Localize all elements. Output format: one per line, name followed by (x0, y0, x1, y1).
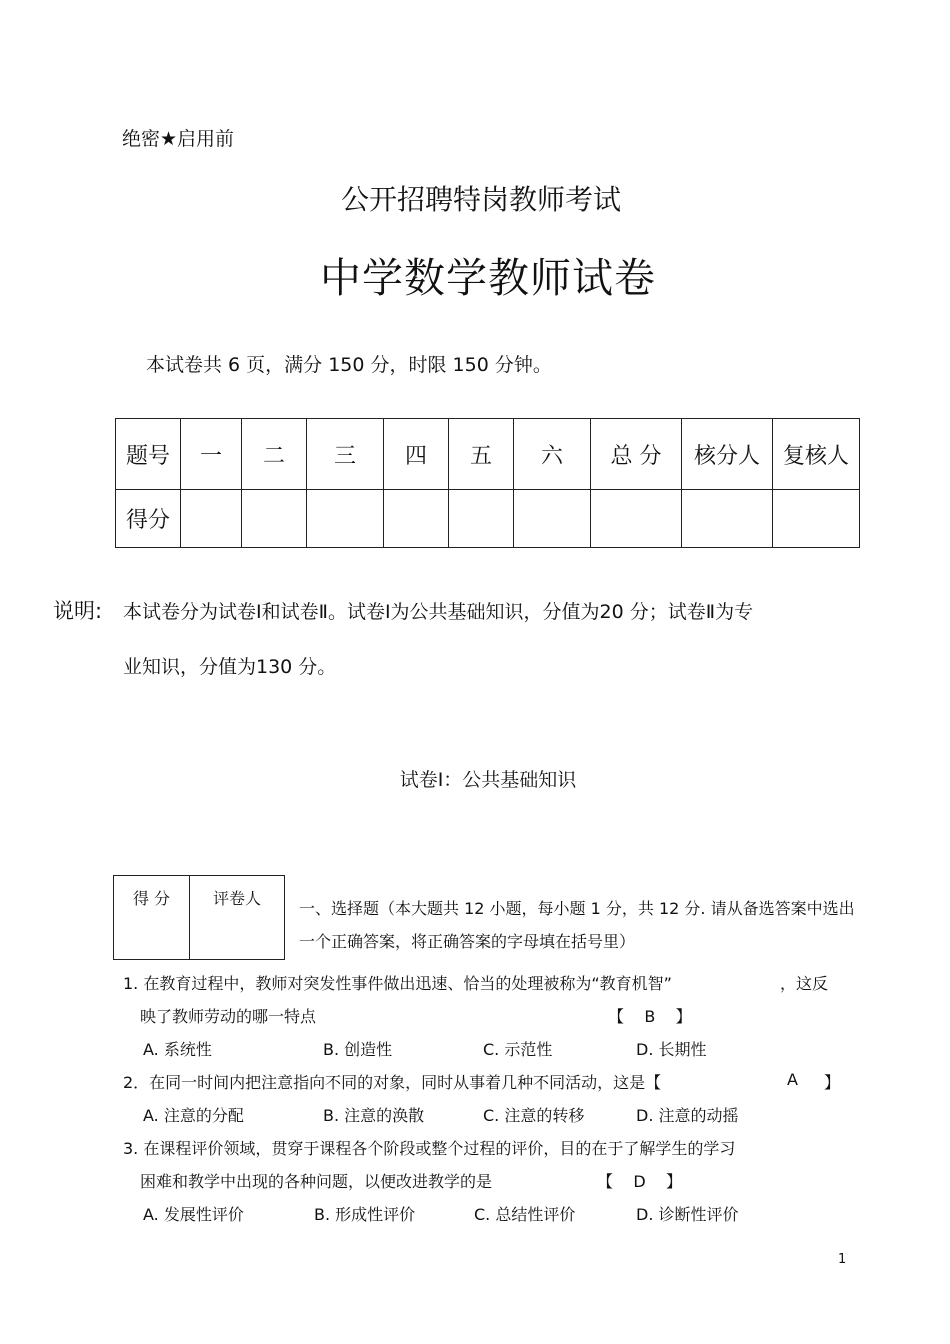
question-1-option-c: C. 示范性 (483, 1040, 553, 1059)
score-cell[interactable] (591, 490, 682, 548)
question-3-option-d: D. 诊断性评价 (636, 1205, 739, 1224)
score-table-score-row (116, 490, 860, 548)
exam-subtitle: 公开招聘特岗教师考试 (340, 183, 621, 216)
grader-name-label: 评卷人 (190, 876, 285, 960)
question-3-line-2: 困难和教学中出现的各种问题，以便改进教学的是 (140, 1172, 493, 1191)
score-cell[interactable] (384, 490, 449, 548)
note-text-line-1: 本试卷分为试卷Ⅰ和试卷Ⅱ。试卷Ⅰ为公共基础知识，分值为20 分；试卷Ⅱ为专 (123, 601, 754, 623)
score-cell[interactable] (449, 490, 514, 548)
score-header-cell: 四 (384, 419, 449, 490)
score-cell[interactable] (242, 490, 307, 548)
exam-info: 本试卷共 6 页，满分 150 分，时限 150 分钟。 (146, 354, 552, 376)
score-cell[interactable] (773, 490, 860, 548)
section-instructions-line-1: 一、选择题（本大题共 12 小题，每小题 1 分，共 12 分. 请从备选答案中选出 (299, 899, 855, 918)
question-1-line-1: 1. 在教育过程中，教师对突发性事件做出迅速、恰当的处理被称为“教育机智” (123, 974, 672, 993)
question-2-option-c: C. 注意的转移 (483, 1106, 585, 1125)
grader-score-label: 得 分 (114, 876, 190, 960)
question-3-line-1: 3. 在课程评价领域，贯穿于课程各个阶段或整个过程的评价，目的在于了解学生的学习 (123, 1139, 736, 1158)
question-3-answer: 【 D 】 (597, 1172, 683, 1191)
part-heading: 试卷Ⅰ：公共基础知识 (399, 769, 577, 791)
question-2-answer-close: 】 (824, 1073, 841, 1092)
question-3-option-c: C. 总结性评价 (474, 1205, 576, 1224)
question-2-option-a: A. 注意的分配 (143, 1106, 244, 1125)
score-cell[interactable] (682, 490, 773, 548)
question-1-option-a: A. 系统性 (143, 1040, 212, 1059)
confidential-mark: 绝密★启用前 (122, 128, 235, 150)
question-3-option-a: A. 发展性评价 (143, 1205, 244, 1224)
score-table-header-row (116, 419, 860, 490)
question-1-option-d: D. 长期性 (636, 1040, 707, 1059)
score-header-cell: 六 (514, 419, 591, 490)
question-2-option-b: B. 注意的涣散 (323, 1106, 425, 1125)
score-cell[interactable] (514, 490, 591, 548)
question-2-line-1: 2．在同一时间内把注意指向不同的对象，同时从事着几种不同活动，这是【 (123, 1073, 662, 1092)
score-header-cell: 五 (449, 419, 514, 490)
question-1-answer: 【 B 】 (608, 1007, 692, 1026)
question-3-option-b: B. 形成性评价 (314, 1205, 416, 1224)
question-2-answer: A (787, 1070, 798, 1089)
score-row-label: 得分 (116, 490, 181, 548)
score-cell[interactable] (181, 490, 242, 548)
page-title: 中学数学教师试卷 (320, 254, 656, 302)
question-1-option-b: B. 创造性 (323, 1040, 393, 1059)
section-instructions-line-2: 一个正确答案，将正确答案的字母填在括号里） (299, 932, 636, 951)
score-header-cell: 三 (307, 419, 384, 490)
grader-box (113, 875, 285, 960)
score-header-cell: 题号 (116, 419, 181, 490)
note-label: 说明: (53, 599, 103, 623)
score-header-cell: 核分人 (682, 419, 773, 490)
score-header-cell: 二 (242, 419, 307, 490)
question-1-line-2: 映了教师劳动的哪一特点 (140, 1007, 317, 1026)
score-header-cell: 复核人 (773, 419, 860, 490)
score-table (115, 418, 860, 548)
page-number: 1 (838, 1252, 847, 1267)
score-cell[interactable] (307, 490, 384, 548)
note-text-line-2: 业知识，分值为130 分。 (123, 656, 337, 678)
question-1-line-1-end: ，这反 (780, 974, 829, 993)
score-header-cell: 总 分 (591, 419, 682, 490)
question-2-option-d: D. 注意的动摇 (636, 1106, 739, 1125)
score-header-cell: 一 (181, 419, 242, 490)
